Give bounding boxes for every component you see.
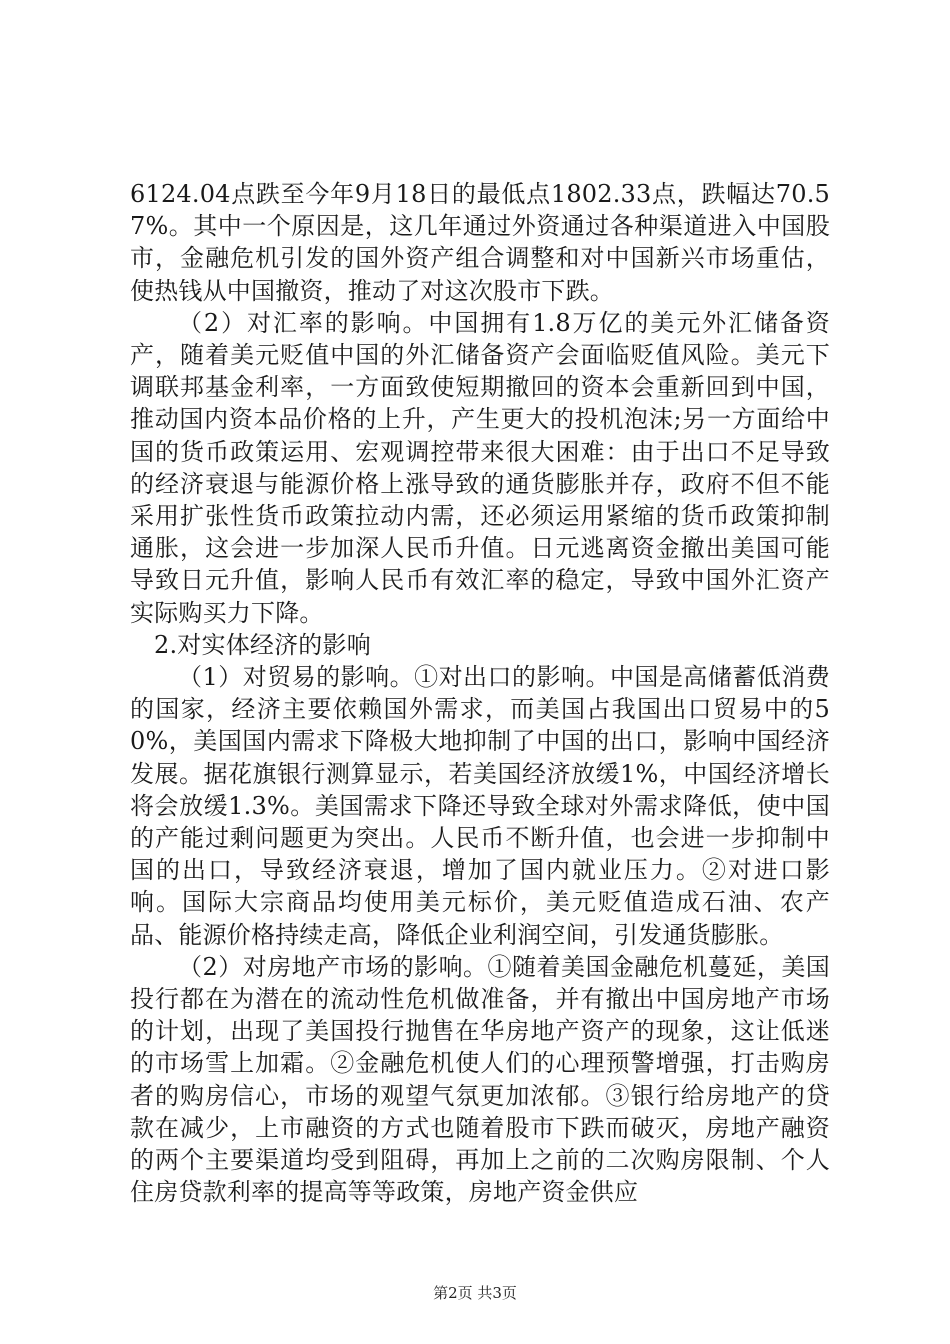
paragraph-stock-market-continued: 6124.04点跌至今年9月18日的最低点1802.33点，跌幅达70.57%。其中一个原因是，这几年通过外资通过各种渠道进入中国股市，金融危机引发的国外资产组合调整和对中国新兴市场重估，使热钱从中国撤资，推动了对这次股市下跌。 [130,180,830,305]
paragraph-real-estate: （2）对房地产市场的影响。①随着美国金融危机蔓延，美国投行都在为潜在的流动性危机做准备，并有撤出中国房地产市场的计划，出现了美国投行抛售在华房地产资产的现象，这让低迷的市场雪上加霜。②金融危机使人们的心理预警增强，打击购房者的购房信心，市场的观望气氛更加浓郁。③银行给房地产的贷款在减少，上市融资的方式也随着股市下跌而破灭，房地产融资的两个主要渠道均受到阻碍，再加上之前的二次购房限制、个人住房贷款利率的提高等等政策，房地产资金供应 [130,952,830,1207]
paragraph-trade: （1）对贸易的影响。①对出口的影响。中国是高储蓄低消费的国家，经济主要依赖国外需求，而美国占我国出口贸易中的50%，美国国内需求下降极大地抑制了中国的出口，影响中国经济发展。据花旗银行测算显示，若美国经济放缓1%，中国经济增长将会放缓1.3%。美国需求下降还导致全球对外需求降低，使中国的产能过剩问题更为突出。人民币不断升值，也会进一步抑制中国的出口，导致经济衰退，增加了国内就业压力。②对进口影响。国际大宗商品均使用美元标价，美元贬值造成石油、农产品、能源价格持续走高，降低企业利润空间，引发通货膨胀。 [130,663,830,949]
page-footer: 第2页 共3页 [433,1284,517,1302]
document-body [130,178,830,1209]
paragraph-exchange-rate: （2）对汇率的影响。中国拥有1.8万亿的美元外汇储备资产，随着美元贬值中国的外汇储备资产会面临贬值风险。美元下调联邦基金利率，一方面致使短期撤回的资本会重新回到中国，推动国内资本品价格的上升，产生更大的投机泡沫;另一方面给中国的货币政策运用、宏观调控带来很大困难：由于出口不足导致的经济衰退与能源价格上涨导致的通货膨胀并存，政府不但不能采用扩张性货币政策拉动内需，还必须运用紧缩的货币政策抑制通胀，这会进一步加深人民币升值。日元逃离资金撤出美国可能导致日元升值，影响人民币有效汇率的稳定，导致中国外汇资产实际购买力下降。 [130,308,830,627]
section-heading-real-economy: 2.对实体经济的影响 [154,630,371,659]
